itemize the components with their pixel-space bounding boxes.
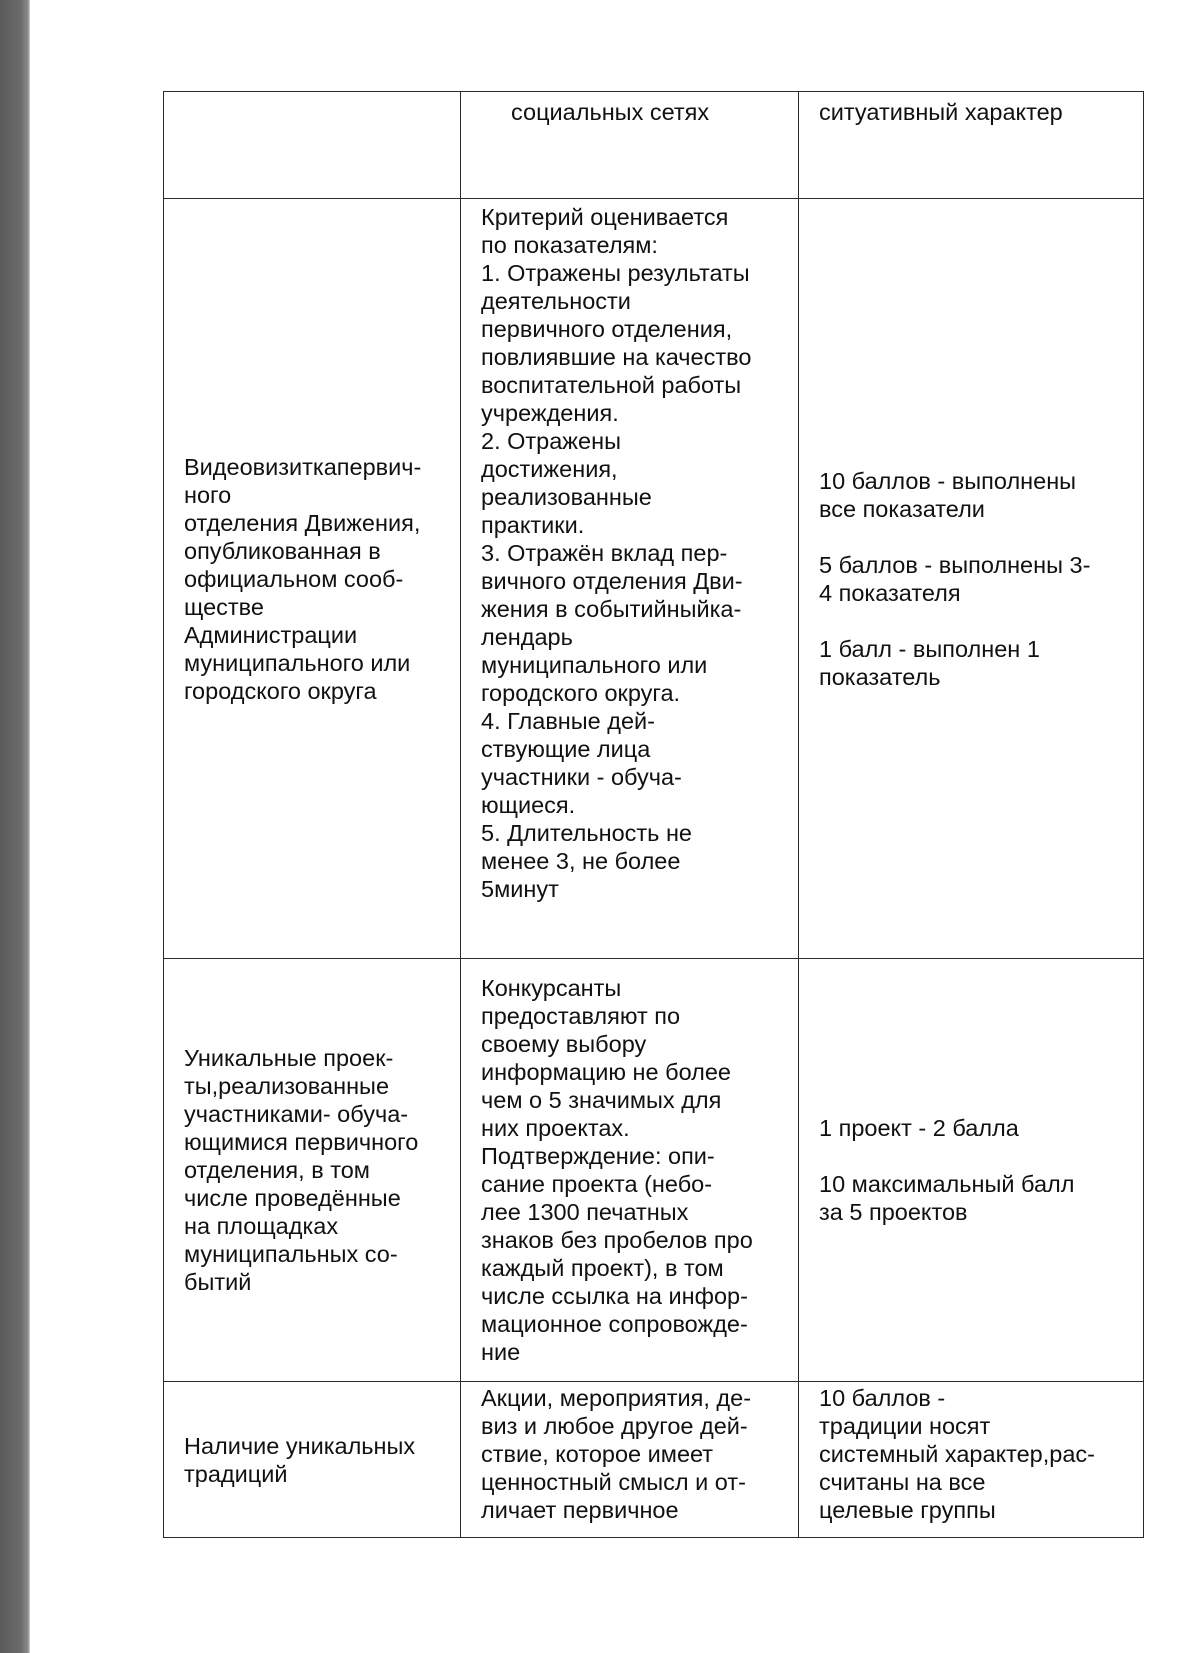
table-row [164, 92, 1144, 199]
indicators-text: социальных сетях [511, 99, 710, 125]
indicators-cell [461, 92, 799, 199]
scores-cell [799, 199, 1144, 959]
criterion-cell [164, 199, 461, 959]
criterion-cell [164, 92, 461, 199]
criterion-text: Наличие уникальных традиций [184, 1432, 416, 1487]
table-row [164, 199, 1144, 959]
score-text: 1 проект - 2 балла [819, 1115, 1019, 1141]
score-text: 1 балл - выполнен 1 показатель [819, 635, 1040, 690]
table-row [164, 959, 1144, 1382]
criterion-text: Видеовизиткапервич- ного отделения Движения, опубликованная в официальном сооб- ществе Администрации муниципального или городского округа [184, 453, 422, 704]
scores-cell [799, 1382, 1144, 1538]
paragraph-gap [819, 607, 1135, 635]
indicators-text: Акции, мероприятия, де- виз и любое другое дей- ствие, которое имеет ценностный смысл и от- личает первичное [481, 1385, 752, 1523]
score-text: ситуативный характер [819, 99, 1063, 125]
criterion-cell [164, 1382, 461, 1538]
indicators-cell [461, 199, 799, 959]
scores-cell [799, 92, 1144, 199]
indicators-cell [461, 1382, 799, 1538]
score-text: 5 баллов - выполнены 3- 4 показателя [819, 551, 1091, 606]
indicators-cell [461, 959, 799, 1382]
document-page [163, 91, 1143, 1538]
paragraph-gap [819, 523, 1135, 551]
scores-cell [799, 959, 1144, 1382]
table-row [164, 1382, 1144, 1538]
indicators-text: Конкурсанты предоставляют по своему выбору информацию не более чем о 5 значимых для них проектах. Подтверждение: опи- сание проекта (небо- лее 1300 печатных знаков без пробелов про каждый проект), в том числе ссылка на инфор- мационное сопровожде- ние [481, 975, 753, 1365]
paragraph-gap [819, 1142, 1135, 1170]
score-text: 10 баллов - выполнены все показатели [819, 467, 1077, 522]
score-text: 10 баллов - традиции носят системный характер,рас- считаны на все целевые группы [819, 1385, 1095, 1523]
criterion-text: Уникальные проек- ты,реализованные участниками- обуча- ющимися первичного отделения, в том числе проведённые на площадках муниципальных со- бытий [184, 1045, 419, 1295]
criteria-table [163, 91, 1144, 1538]
criterion-cell [164, 959, 461, 1382]
indicators-text: Критерий оценивается по показателям: 1. Отражены результаты деятельности первичного отделения, повлиявшие на качество воспитательной работы учреждения. 2. Отражены достижения, реализованные практики. 3. Отражён вклад пер- вичного отделения Дви- жения в событийныйка- лендарь муниципального или городского округа. 4. Главные дей- ствующие лица участники - обуча- ющиеся. 5. Длительность не менее 3, не более 5минут [481, 204, 752, 902]
score-text: 10 максимальный балл за 5 проектов [819, 1171, 1075, 1225]
scan-edge-shadow [0, 0, 30, 1653]
